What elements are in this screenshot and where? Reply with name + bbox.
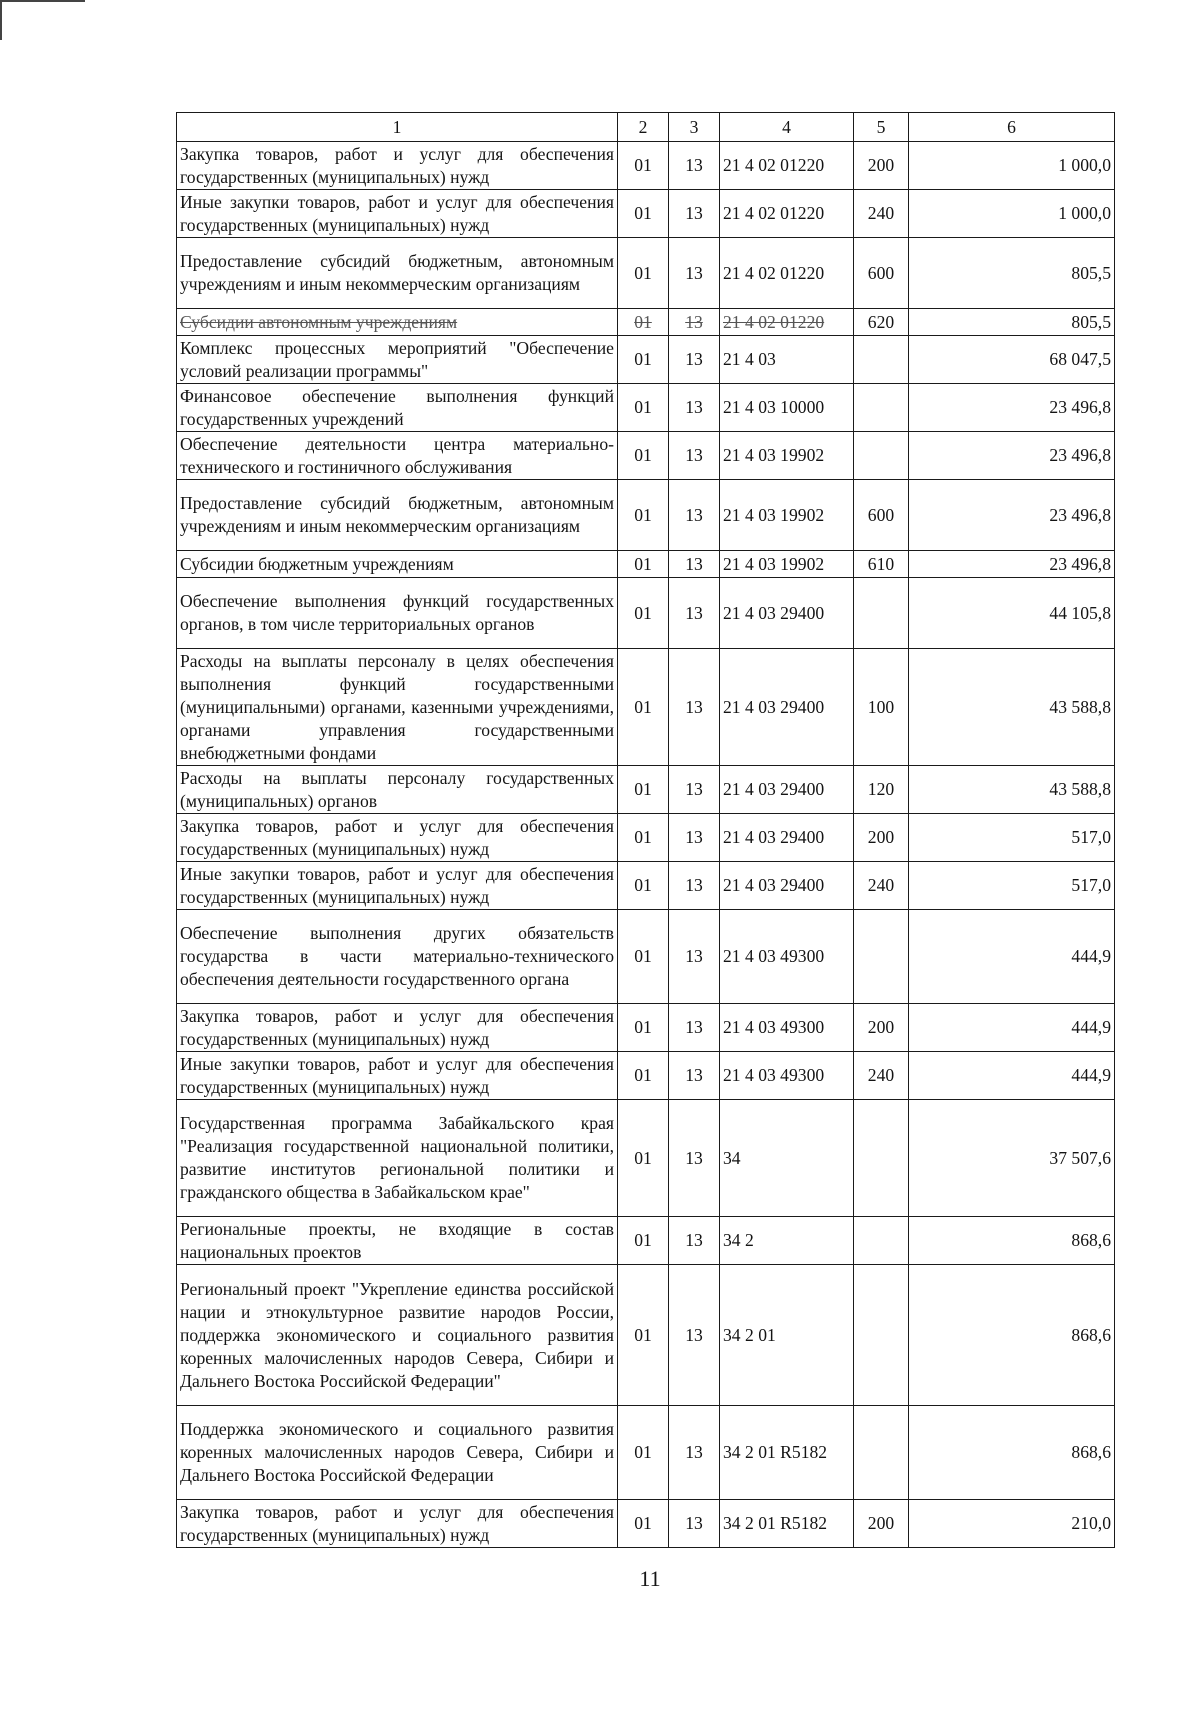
- row-name: Обеспечение выполнения функций государственных органов, в том числе территориальных органов: [177, 578, 618, 649]
- row-name: Региональные проекты, не входящие в состав национальных проектов: [177, 1217, 618, 1265]
- row-section: 01: [618, 862, 669, 910]
- row-name: Иные закупки товаров, работ и услуг для обеспечения государственных (муниципальных) нужд: [177, 1052, 618, 1100]
- row-section: 01: [618, 190, 669, 238]
- row-target: 21 4 02 01220: [720, 309, 854, 336]
- row-amount: 43 588,8: [909, 766, 1115, 814]
- row-section: 01: [618, 1052, 669, 1100]
- table-row: [177, 480, 1115, 551]
- row-section: 01: [618, 142, 669, 190]
- row-amount: 517,0: [909, 862, 1115, 910]
- row-subsection: 13: [669, 578, 720, 649]
- row-section: 01: [618, 432, 669, 480]
- row-section: 01: [618, 551, 669, 578]
- row-name-text: Субсидии автономным учреждениям: [180, 311, 458, 332]
- row-name: [177, 309, 618, 336]
- row-target: 34 2 01 R5182: [720, 1500, 854, 1548]
- row-expense: 620: [854, 309, 909, 336]
- row-subsection: 13: [669, 1217, 720, 1265]
- row-section: 01: [618, 1500, 669, 1548]
- row-subsection: 13: [669, 766, 720, 814]
- row-section: 01: [618, 814, 669, 862]
- row-section: 01: [618, 1004, 669, 1052]
- row-subsection: 13: [669, 910, 720, 1004]
- row-target: 34 2 01: [720, 1265, 854, 1406]
- row-target: 21 4 03 29400: [720, 862, 854, 910]
- row-amount: 23 496,8: [909, 432, 1115, 480]
- row-target: 34 2 01 R5182: [720, 1406, 854, 1500]
- row-amount: 1 000,0: [909, 142, 1115, 190]
- row-subsection: 13: [669, 551, 720, 578]
- row-name: Обеспечение деятельности центра материально-технического и гостиничного обслуживания: [177, 432, 618, 480]
- row-expense: [854, 1265, 909, 1406]
- row-amount: 37 507,6: [909, 1100, 1115, 1217]
- row-section: 01: [618, 1265, 669, 1406]
- row-name: Региональный проект "Укрепление единства российской нации и этнокультурное развитие народов России, поддержка экономического и социального развития коренных малочисленных народов Севера, Сибири и Дальнего Востока Российской Федерации": [177, 1265, 618, 1406]
- row-amount: 805,5: [909, 309, 1115, 336]
- table-row: [177, 1406, 1115, 1500]
- row-expense: 240: [854, 1052, 909, 1100]
- table-header-row: [177, 113, 1115, 142]
- row-amount: 23 496,8: [909, 480, 1115, 551]
- row-subsection: 13: [669, 384, 720, 432]
- row-target: 21 4 02 01220: [720, 190, 854, 238]
- column-header-target: 4: [720, 113, 854, 142]
- row-subsection: 13: [669, 1500, 720, 1548]
- table-row: [177, 862, 1115, 910]
- row-name: Предоставление субсидий бюджетным, автономным учреждениям и иным некоммерческим организациям: [177, 480, 618, 551]
- row-expense: [854, 578, 909, 649]
- row-subsection: 13: [669, 336, 720, 384]
- table-row: [177, 766, 1115, 814]
- table-row: [177, 336, 1115, 384]
- row-amount: 517,0: [909, 814, 1115, 862]
- table-row: [177, 1100, 1115, 1217]
- row-subsection: 13: [669, 432, 720, 480]
- column-header-amount: 6: [909, 113, 1115, 142]
- table-row: [177, 432, 1115, 480]
- budget-table: [176, 112, 1115, 1548]
- row-section: 01: [618, 238, 669, 309]
- row-target: 21 4 02 01220: [720, 142, 854, 190]
- row-expense: [854, 1100, 909, 1217]
- row-target: 21 4 03 29400: [720, 814, 854, 862]
- row-target: 21 4 02 01220: [720, 238, 854, 309]
- row-expense: 120: [854, 766, 909, 814]
- row-subsection: 13: [669, 1100, 720, 1217]
- row-subsection: 13: [669, 142, 720, 190]
- row-expense: 200: [854, 814, 909, 862]
- row-expense: 240: [854, 862, 909, 910]
- row-amount: 444,9: [909, 1052, 1115, 1100]
- page-number: 11: [639, 1566, 661, 1591]
- row-name: Закупка товаров, работ и услуг для обеспечения государственных (муниципальных) нужд: [177, 814, 618, 862]
- row-expense: [854, 910, 909, 1004]
- table-row: [177, 142, 1115, 190]
- table-row: [177, 551, 1115, 578]
- row-expense: [854, 1406, 909, 1500]
- row-name: Иные закупки товаров, работ и услуг для обеспечения государственных (муниципальных) нужд: [177, 190, 618, 238]
- row-target: 21 4 03 19902: [720, 480, 854, 551]
- row-expense: 610: [854, 551, 909, 578]
- row-expense: [854, 336, 909, 384]
- row-amount: 23 496,8: [909, 384, 1115, 432]
- row-name: Закупка товаров, работ и услуг для обеспечения государственных (муниципальных) нужд: [177, 1500, 618, 1548]
- row-expense: 100: [854, 649, 909, 766]
- row-name: Финансовое обеспечение выполнения функций государственных учреждений: [177, 384, 618, 432]
- row-section: 01: [618, 309, 669, 336]
- row-subsection: 13: [669, 1004, 720, 1052]
- column-header-expense: 5: [854, 113, 909, 142]
- table-row: [177, 238, 1115, 309]
- row-expense: 600: [854, 480, 909, 551]
- row-amount: 444,9: [909, 1004, 1115, 1052]
- row-name: Предоставление субсидий бюджетным, автономным учреждениям и иным некоммерческим организациям: [177, 238, 618, 309]
- row-target: 21 4 03 29400: [720, 578, 854, 649]
- table-row: [177, 649, 1115, 766]
- row-name: Субсидии бюджетным учреждениям: [177, 551, 618, 578]
- row-target: 34 2: [720, 1217, 854, 1265]
- row-section: 01: [618, 766, 669, 814]
- row-amount: 210,0: [909, 1500, 1115, 1548]
- row-name: Иные закупки товаров, работ и услуг для обеспечения государственных (муниципальных) нужд: [177, 862, 618, 910]
- table-row: [177, 1265, 1115, 1406]
- row-target: 21 4 03 19902: [720, 551, 854, 578]
- row-name: Поддержка экономического и социального развития коренных малочисленных народов Севера, Сибири и Дальнего Востока Российской Федерации: [177, 1406, 618, 1500]
- row-subsection: 13: [669, 862, 720, 910]
- table-row: [177, 1052, 1115, 1100]
- row-section: 01: [618, 480, 669, 551]
- row-subsection: 13: [669, 814, 720, 862]
- scan-edge-mark: [0, 0, 85, 2]
- scan-edge-mark: [0, 0, 2, 40]
- table-row: [177, 814, 1115, 862]
- row-amount: 868,6: [909, 1217, 1115, 1265]
- row-target: 21 4 03 49300: [720, 1052, 854, 1100]
- row-amount: 44 105,8: [909, 578, 1115, 649]
- row-target: 21 4 03 29400: [720, 649, 854, 766]
- row-expense: 200: [854, 1004, 909, 1052]
- column-header-name: 1: [177, 113, 618, 142]
- row-subsection: 13: [669, 238, 720, 309]
- row-expense: 200: [854, 142, 909, 190]
- row-subsection: 13: [669, 1052, 720, 1100]
- table-row: [177, 309, 1115, 336]
- row-subsection: 13: [669, 1406, 720, 1500]
- row-amount: 868,6: [909, 1406, 1115, 1500]
- row-target: 21 4 03 29400: [720, 766, 854, 814]
- row-target: 34: [720, 1100, 854, 1217]
- row-section: 01: [618, 1406, 669, 1500]
- row-target: 21 4 03 49300: [720, 1004, 854, 1052]
- row-section: 01: [618, 1100, 669, 1217]
- row-expense: [854, 432, 909, 480]
- row-expense: 240: [854, 190, 909, 238]
- table-row: [177, 1500, 1115, 1548]
- row-amount: 68 047,5: [909, 336, 1115, 384]
- row-section: 01: [618, 578, 669, 649]
- row-name: Расходы на выплаты персоналу в целях обеспечения выполнения функций государственными (муниципальными) органами, казенными учреждениями, органами управления государственными внебюджетными фондами: [177, 649, 618, 766]
- row-subsection: 13: [669, 1265, 720, 1406]
- table-row: [177, 190, 1115, 238]
- row-name: Комплекс процессных мероприятий "Обеспечение условий реализации программы": [177, 336, 618, 384]
- row-amount: 1 000,0: [909, 190, 1115, 238]
- row-section: 01: [618, 1217, 669, 1265]
- row-expense: [854, 1217, 909, 1265]
- row-section: 01: [618, 384, 669, 432]
- row-name: Расходы на выплаты персоналу государственных (муниципальных) органов: [177, 766, 618, 814]
- row-amount: 868,6: [909, 1265, 1115, 1406]
- row-subsection: 13: [669, 480, 720, 551]
- table-row: [177, 1217, 1115, 1265]
- row-subsection: 13: [669, 309, 720, 336]
- row-target: 21 4 03: [720, 336, 854, 384]
- row-target: 21 4 03 49300: [720, 910, 854, 1004]
- row-amount: 23 496,8: [909, 551, 1115, 578]
- row-expense: 600: [854, 238, 909, 309]
- column-header-subsection: 3: [669, 113, 720, 142]
- table-row: [177, 578, 1115, 649]
- row-name: Обеспечение выполнения других обязательств государства в части материально-технического обеспечения деятельности государственного органа: [177, 910, 618, 1004]
- row-section: 01: [618, 910, 669, 1004]
- row-expense: 200: [854, 1500, 909, 1548]
- column-header-section: 2: [618, 113, 669, 142]
- row-name: Государственная программа Забайкальского края "Реализация государственной национальной политики, развитие институтов региональной политики и гражданского общества в Забайкальском крае": [177, 1100, 618, 1217]
- row-name: Закупка товаров, работ и услуг для обеспечения государственных (муниципальных) нужд: [177, 1004, 618, 1052]
- row-amount: 43 588,8: [909, 649, 1115, 766]
- row-name: Закупка товаров, работ и услуг для обеспечения государственных (муниципальных) нужд: [177, 142, 618, 190]
- row-section: 01: [618, 649, 669, 766]
- row-target: 21 4 03 19902: [720, 432, 854, 480]
- row-section: 01: [618, 336, 669, 384]
- row-subsection: 13: [669, 190, 720, 238]
- table-row: [177, 1004, 1115, 1052]
- row-target: 21 4 03 10000: [720, 384, 854, 432]
- row-amount: 805,5: [909, 238, 1115, 309]
- row-subsection: 13: [669, 649, 720, 766]
- row-amount: 444,9: [909, 910, 1115, 1004]
- table-row: [177, 910, 1115, 1004]
- row-expense: [854, 384, 909, 432]
- table-row: [177, 384, 1115, 432]
